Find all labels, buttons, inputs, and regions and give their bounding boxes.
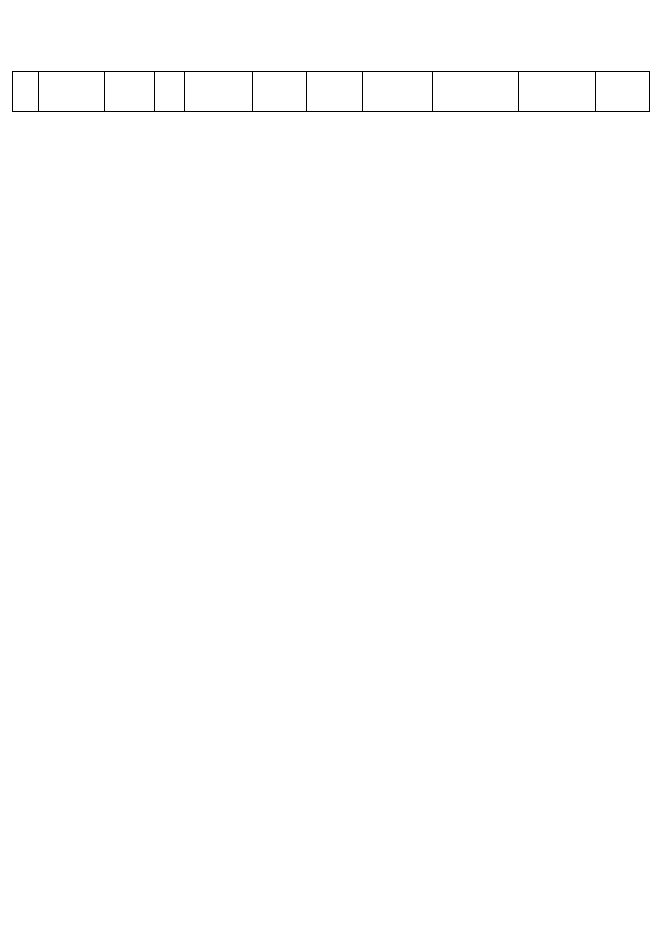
column-header [519, 72, 596, 112]
column-header [433, 72, 519, 112]
table-header-row [13, 72, 650, 112]
column-header [363, 72, 433, 112]
column-header [105, 72, 155, 112]
column-header [307, 72, 363, 112]
column-header [155, 72, 185, 112]
column-header [39, 72, 105, 112]
positions-table [12, 71, 650, 112]
column-header [13, 72, 39, 112]
column-header [185, 72, 253, 112]
column-header [253, 72, 307, 112]
column-header [596, 72, 650, 112]
